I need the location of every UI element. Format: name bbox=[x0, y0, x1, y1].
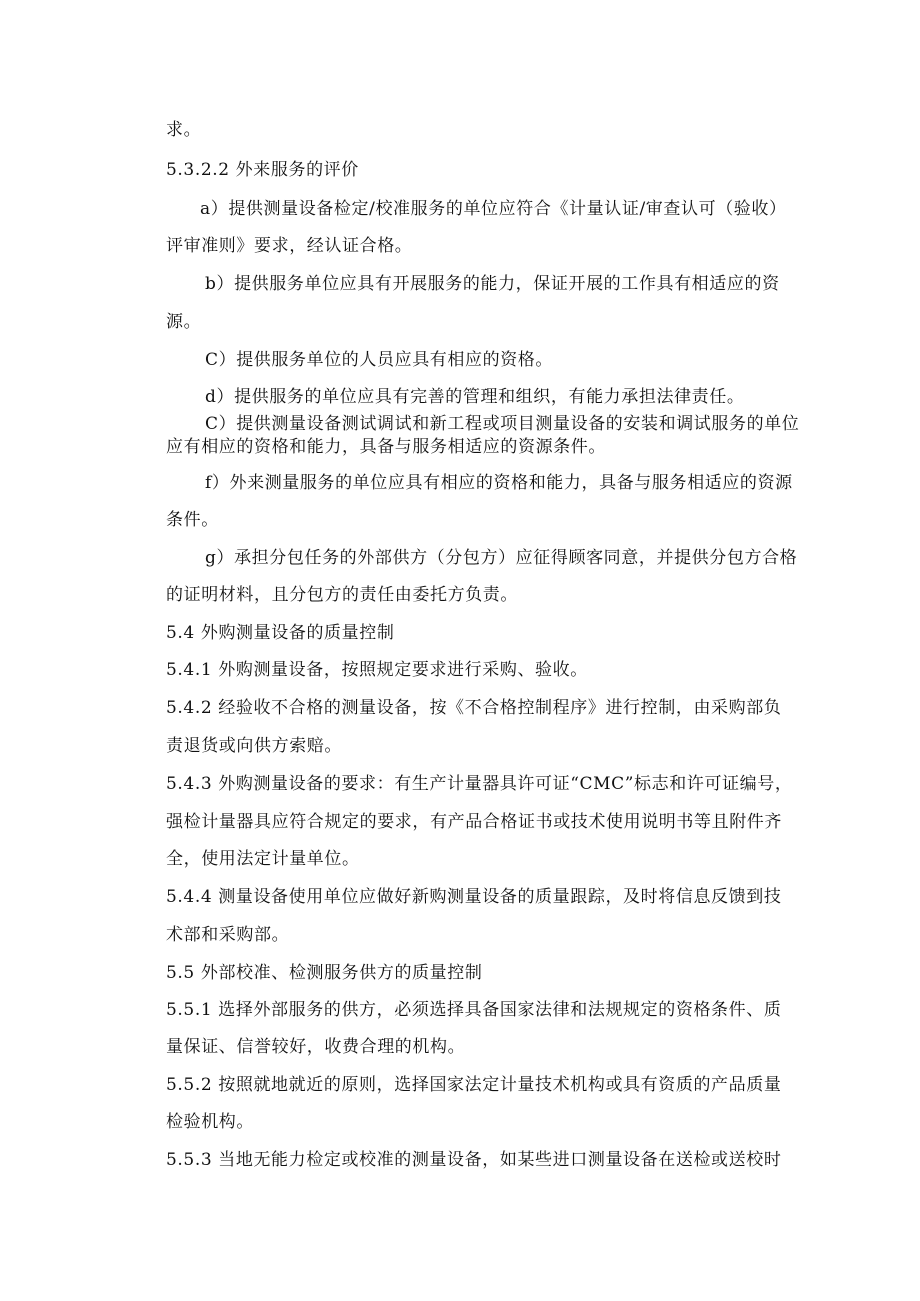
text-line: 检验机构。 bbox=[166, 1112, 254, 1132]
text-line: C）提供服务单位的人员应具有相应的资格。 bbox=[205, 350, 554, 370]
section-heading: 5.3.2.2 外来服务的评价 bbox=[166, 160, 359, 180]
section-heading: 5.5 外部校准、检测服务供方的质量控制 bbox=[166, 963, 483, 983]
text-line: b）提供服务单位应具有开展服务的能力，保证开展的工作具有相适应的资 bbox=[205, 274, 780, 294]
text-line: 源。 bbox=[166, 312, 202, 332]
text-line: 评审准则》要求，经认证合格。 bbox=[166, 236, 413, 256]
text-line: 5.4.4 测量设备使用单位应做好新购测量设备的质量跟踪，及时将信息反馈到技 bbox=[166, 887, 782, 907]
text-line: 5.4.2 经验收不合格的测量设备，按《不合格控制程序》进行控制，由采购部负 bbox=[166, 698, 782, 718]
text-line: d）提供服务的单位应具有完善的管理和组织，有能力承担法律责任。 bbox=[205, 387, 745, 407]
text-line: 5.5.3 当地无能力检定或校准的测量设备，如某些进口测量设备在送检或送校时 bbox=[166, 1150, 782, 1170]
text-line: 强检计量器具应符合规定的要求，有产品合格证书或技术使用说明书等且附件齐 bbox=[166, 812, 782, 832]
text-line: 5.5.1 选择外部服务的供方，必须选择具备国家法律和法规规定的资格条件、质 bbox=[166, 1000, 782, 1020]
text-line: 全，使用法定计量单位。 bbox=[166, 849, 360, 869]
text-line: f）外来测量服务的单位应具有相应的资格和能力，具备与服务相适应的资源 bbox=[205, 473, 793, 493]
text-line: 条件。 bbox=[166, 510, 219, 530]
text-line: 应有相应的资格和能力，具备与服务相适应的资源条件。 bbox=[166, 437, 606, 457]
text-line: 5.4.1 外购测量设备，按照规定要求进行采购、验收。 bbox=[166, 660, 588, 680]
text-line: 责退货或向供方索赔。 bbox=[166, 736, 342, 756]
text-line: 术部和采购部。 bbox=[166, 925, 290, 945]
section-heading: 5.4 外购测量设备的质量控制 bbox=[166, 623, 395, 643]
text-line: a）提供测量设备检定/校准服务的单位应符合《计量认证/审查认可（验收） bbox=[200, 199, 787, 219]
text-line: 求。 bbox=[166, 120, 202, 140]
text-line: 5.5.2 按照就地就近的原则，选择国家法定计量技术机构或具有资质的产品质量 bbox=[166, 1075, 782, 1095]
text-line: g）承担分包任务的外部供方（分包方）应征得顾客同意，并提供分包方合格 bbox=[205, 548, 798, 568]
text-line: 量保证、信誉较好，收费合理的机构。 bbox=[166, 1037, 466, 1057]
text-line: 的证明材料，且分包方的责任由委托方负责。 bbox=[166, 585, 518, 605]
text-line: C）提供测量设备测试调试和新工程或项目测量设备的安装和调试服务的单位 bbox=[205, 414, 800, 434]
text-line: 5.4.3 外购测量设备的要求：有生产计量器具许可证“CMC”标志和许可证编号， bbox=[166, 774, 793, 794]
